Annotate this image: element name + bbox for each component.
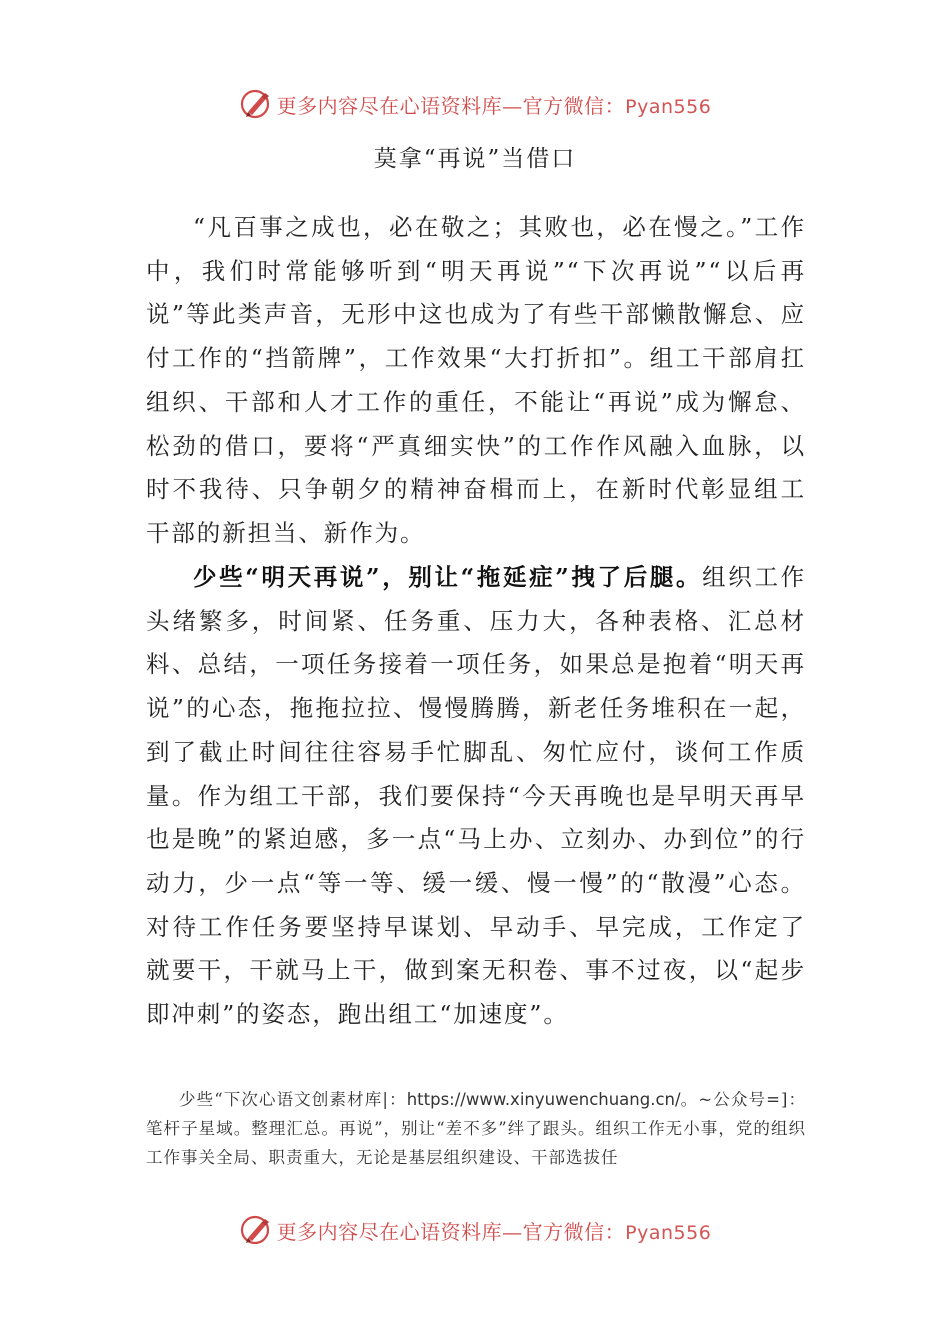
- banner-wechat-id: Pyan556: [625, 1221, 712, 1244]
- paragraph-2: [146, 556, 806, 1037]
- bottom-banner: [0, 1210, 950, 1250]
- banner-wechat-id: Pyan556: [625, 95, 712, 118]
- pen-logo-icon: [239, 1213, 273, 1247]
- source-url-link[interactable]: https://www.xinyuwenchuang.cn/: [406, 1090, 681, 1109]
- paragraph-2-text: 组织工作头绪繁多，时间紧、任务重、压力大，各种表格、汇总材料、总结，一项任务接着一项任务，如果总是抱着“明天再说”的心态，拖拖拉拉、慢慢腾腾，新老任务堆积在一起，到了截止时间往往容易手忙脚乱、匆忙应付，谈何工作质量。作为组工干部，我们要保持“今天再晚也是早明天再早也是晚”的紧迫感，多一点“马上办、立刻办、办到位”的行动力，少一点“等一等、缓一缓、慢一慢”的“散漫”心态。对待工作任务要坚持早谋划、早动手、早完成，工作定了就要干，干就马上干，做到案无积卷、事不过夜，以“起步即冲刺”的姿态，跑出组工“加速度”。: [146, 563, 806, 1029]
- paragraph-3-text-a: 少些“下次心语文创素材库|：: [179, 1090, 407, 1109]
- pen-logo-icon: [239, 87, 273, 121]
- document-title: 莫拿“再说”当借口: [373, 146, 577, 172]
- paragraph-3: [146, 1085, 806, 1172]
- paragraph-1-text: “凡百事之成也，必在敬之；其败也，必在慢之。”工作中，我们时常能够听到“明天再说”“下次再说”“以后再说”等此类声音，无形中这也成为了有些干部懒散懈怠、应付工作的“挡箭牌”，工作效果“大打折扣”。组工干部肩扛组织、干部和人才工作的重任，不能让“再说”成为懈怠、松劲的借口，要将“严真细实快”的工作作风融入血脉，以时不我待、只争朝夕的精神奋楫而上，在新时代彰显组工干部的新担当、新作为。: [146, 213, 806, 547]
- banner-text: 更多内容尽在心语资料库—官方微信：Pyan556: [276, 93, 712, 118]
- banner-text: 更多内容尽在心语资料库—官方微信：Pyan556: [276, 1219, 712, 1244]
- top-banner: [0, 84, 950, 124]
- paragraph-1: [146, 206, 806, 556]
- paragraph-2-lead: 少些“明天再说”，别让“拖延症”拽了后腿。: [193, 563, 703, 591]
- paragraph-3-text-b: 。~公众号=]：笔杆子星域。整理汇总。再说”，别让“差不多”绊了跟头。组织工作无小事，党的组织工作事关全局、职责重大，无论是基层组织建设、干部选拔任: [146, 1090, 806, 1167]
